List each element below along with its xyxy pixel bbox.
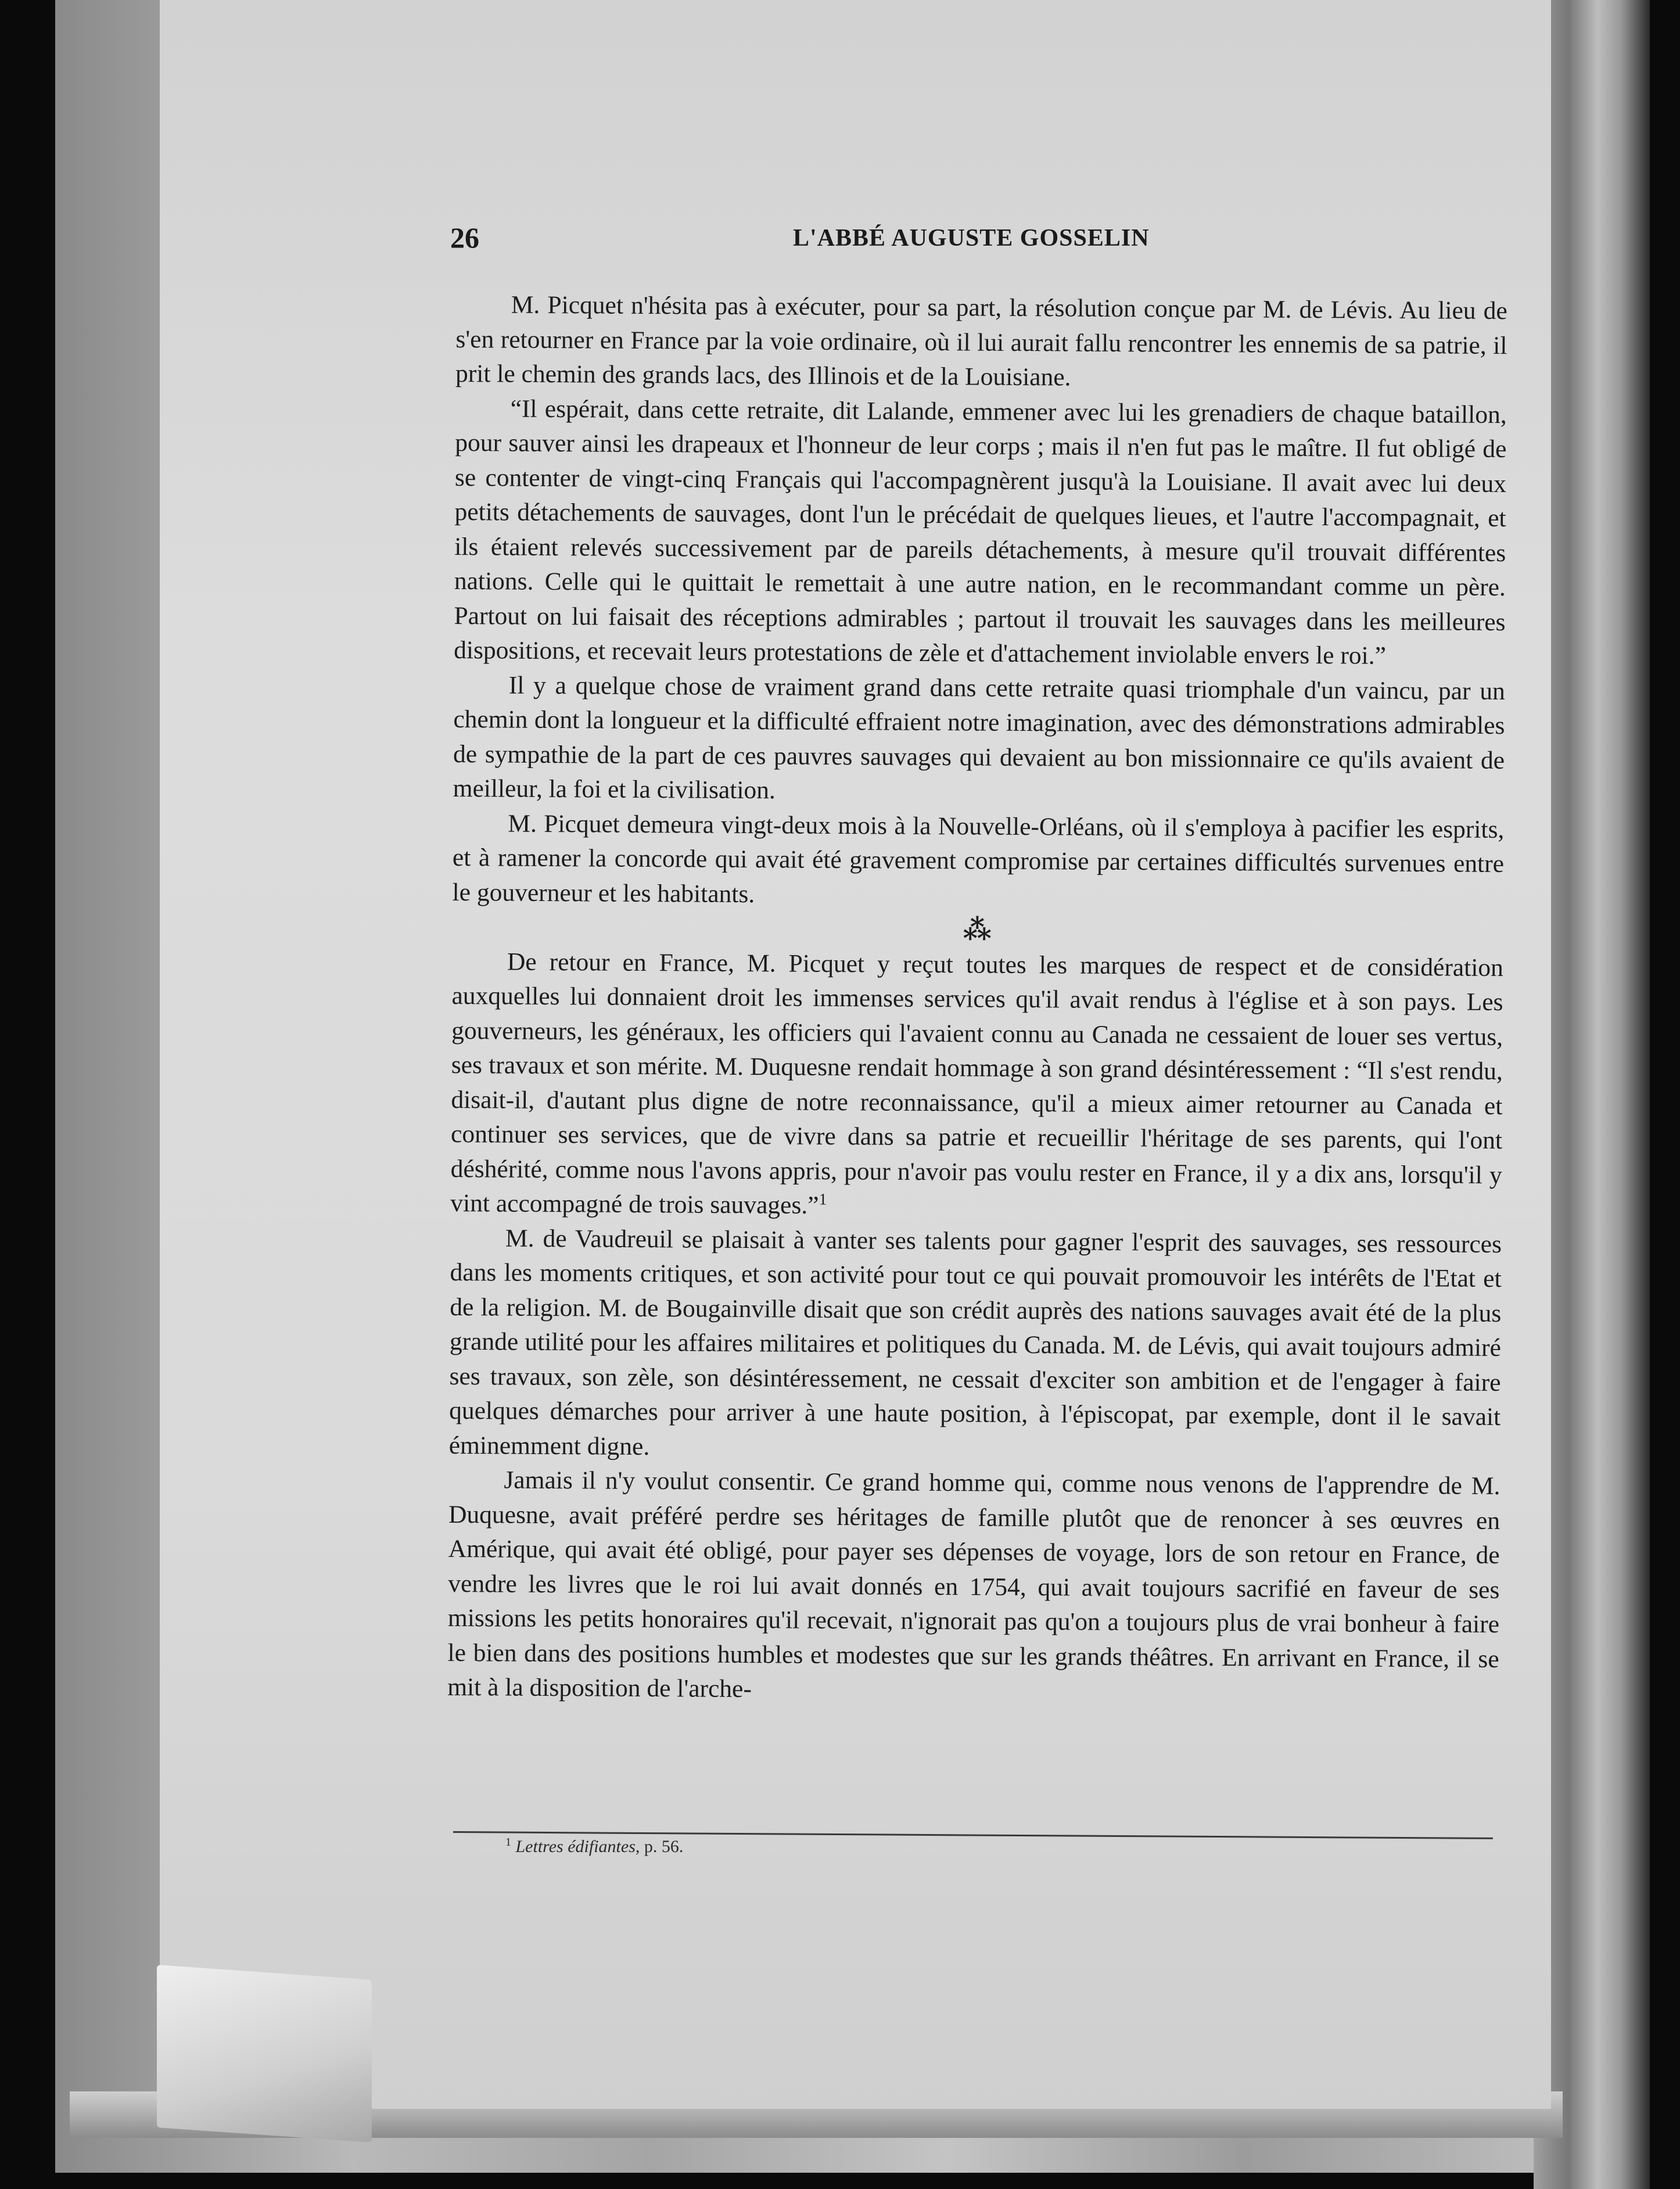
paragraph: M. Picquet demeura vingt-deux mois à la Nouvelle-Orléans, où il s'employa à pacifier les esprits, et à ramener la concorde qui avait été gravement compromise par certaines difficultés survenues entre le gouverneur et les habitants. — [452, 809, 1505, 908]
body-text — [447, 288, 1507, 1833]
paragraph: Jamais il n'y voulut consentir. Ce grand homme qui, comme nous venons de l'apprendre de M. Duquesne, avait préféré perdre ses héritages de famille plutôt que de renoncer à ses œuvres en Amérique, qui avait été obligé, pour payer ses dépenses de voyage, lors de son retour en France, de vendre les livres que le roi lui avait donnés en 1754, qui avait toujours sacrifié en faveur de ses missions les petits honoraires qu'il recevait, n'ignorait pas qu'on a toujours plus de vrai bonheur à faire le bien dans des positions humbles et modestes que sur les grands théâtres. En arrivant en France, il se mit à la disposition de l'arche- — [447, 1466, 1500, 1703]
paragraph: M. de Vaudreuil se plaisait à vanter ses talents pour gagner l'esprit des sauvages, ses ressources dans les moments critiques, et son activité pour tout ce qui pouvait promouvoir les intérêts de l'Etat et de la religion. M. de Bougainville disait que son crédit auprès des nations sauvages avait été de la plus grande utilité pour les affaires militaires et politiques du Canada. M. de Lévis, qui avait toujours admiré ses travaux, son zèle, son désintéressement, ne cessait d'exciter son ambition et de l'engager à faire quelques démarches pour arriver à une haute position, à l'épiscopat, par exemple, dont il le savait éminemment digne. — [448, 1224, 1502, 1460]
paragraph: Il y a quelque chose de vraiment grand dans cette retraite quasi triomphale d'un vaincu, par un chemin dont la longueur et la difficulté effraient notre imagination, avec des démonstrations admirables de sympathie de la part de ces pauvres sauvages qui devaient au bon missionnaire ce qu'ils avaient de meilleur, la foi et la civilisation. — [453, 671, 1505, 805]
running-title: L'ABBÉ AUGUSTE GOSSELIN — [793, 225, 1150, 252]
footnote — [505, 1836, 1202, 1857]
paragraph-text: De retour en France, M. Picquet y reçut toutes les marques de respect et de considération auxquelles lui donnaient droit les immenses services qu'il avait rendus à l'église et à son pays. Les gouverneurs, les généraux, les officiers qui l'avaient connu au Canada ne cessaient de louer ses vertus, ses travaux et son mérite. M. Duquesne rendait hommage à son grand désintéressement : “Il s'est rendu, disait-il, d'autant plus digne de notre reconnaissance, qu'il a mieux aimer retourner au Canada et continuer ses services, que de vivre dans sa patrie et recueillir l'héritage de ses parents, qui l'ont déshérité, comme nous l'avons appris, pour n'avoir pas voulu rester en France, il y a dix ans, lorsqu'il y vint accompagné de trois sauvages.” — [450, 948, 1504, 1219]
footnote-page: , p. 56. — [635, 1837, 684, 1856]
page-number: 26 — [450, 221, 479, 254]
page-gutter-shadow — [1534, 0, 1650, 2189]
page-header — [450, 221, 1173, 256]
paragraph — [450, 944, 1503, 1227]
section-ornament: ⁂ — [963, 914, 993, 946]
paragraph: M. Picquet n'hésita pas à exécuter, pour sa part, la résolution conçue par M. de Lévis. Au lieu de s'en retourner en France par la voie ordinaire, où il lui aurait fallu rencontrer les ennemis de sa patrie, il prit le chemin des grands lacs, des Illinois et de la Louisiane. — [455, 290, 1507, 392]
paragraph: “Il espérait, dans cette retraite, dit Lalande, emmener avec lui les grenadiers de chaque bataillon, pour sauver ainsi les drapeaux et l'honneur de leur corps ; mais il n'en fut pas le maître. Il fut obligé de se contenter de vingt-cinq Français qui l'accompagnèrent jusqu'à la Louisiane. Il avait avec lui deux petits détachements de sauvages, dont l'un le précédait de quelques lieues, et l'autre l'accompagnait, et ils étaient relevés successivement par de pareils détachements, à mesure qu'il trouvait différentes nations. Celle qui le quittait le remettait à une autre nation, en le recommandant comme un père. Partout on lui faisait des réceptions admirables ; partout il trouvait les sauvages dans les meilleures dispositions, et recevait leurs protestations de zèle et d'attachement inviolable envers le roi.” — [454, 394, 1507, 670]
footnote-title: Lettres édifiantes — [515, 1837, 636, 1856]
page-corner-curl — [157, 1965, 372, 2143]
footnote-mark: 1 — [505, 1836, 511, 1849]
footnote-reference: 1 — [819, 1190, 827, 1209]
